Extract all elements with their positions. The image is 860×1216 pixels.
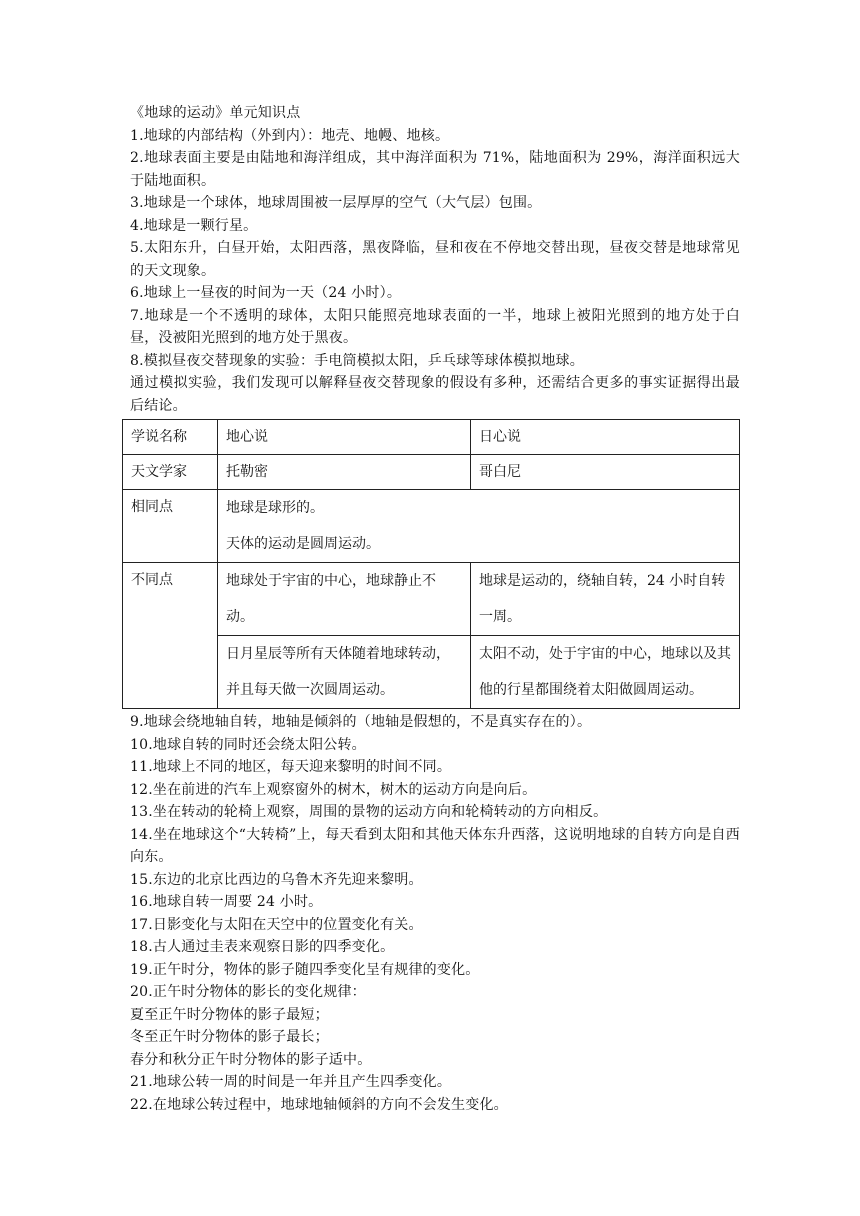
point-12: 12.坐在前进的汽车上观察窗外的树木，树木的运动方向是向后。 xyxy=(130,781,537,798)
document-page xyxy=(130,102,740,1116)
astronomer-helio-cell: 哥白尼 xyxy=(471,455,740,490)
same-content-cell xyxy=(218,490,740,563)
same-label-cell: 相同点 xyxy=(123,490,218,563)
point-20: 20.正午时分物体的影长的变化规律： xyxy=(130,984,366,1000)
point-15: 15.东边的北京比西边的乌鲁木齐先迎来黎明。 xyxy=(130,871,423,888)
astronomer-geo-cell: 托勒密 xyxy=(218,455,471,490)
point-8: 8.模拟昼夜交替现象的实验：手电筒模拟太阳，乒乓球等球体模拟地球。 xyxy=(130,352,584,369)
table-row xyxy=(123,563,740,636)
table-row xyxy=(123,455,740,490)
table-row xyxy=(123,490,740,563)
point-10: 10.地球自转的同时还会绕太阳公转。 xyxy=(130,736,366,753)
diff-geo-cell-1 xyxy=(218,563,471,636)
table-row xyxy=(123,420,740,455)
summer-solstice-note: 夏至正午时分物体的影子最短； xyxy=(130,1006,329,1023)
diff-label-cell: 不同点 xyxy=(123,563,218,709)
document-title: 《地球的运动》单元知识点 xyxy=(130,105,301,121)
theory-comparison-table xyxy=(122,419,740,709)
diff-helio-text-1: 地球是运动的，绕轴自转，24 小时自转一周。 xyxy=(479,573,726,625)
same-point-1: 地球是球形的。 xyxy=(226,500,324,516)
point-7: 7.地球是一个不透明的球体，太阳只能照亮地球表面的一半，地球上被阳光照到的地方处于白昼，没被阳光照到的地方处于黑夜。 xyxy=(130,307,740,346)
point-17: 17.日影变化与太阳在天空中的位置变化有关。 xyxy=(130,916,423,933)
point-11: 11.地球上不同的地区，每天迎来黎明的时间不同。 xyxy=(130,759,452,775)
point-2: 2.地球表面主要是由陆地和海洋组成，其中海洋面积为 71%，陆地面积为 29%，海洋面积远大于陆地面积。 xyxy=(130,150,740,189)
diff-helio-text-2: 太阳不动，处于宇宙的中心，地球以及其他的行星都围绕着太阳做圆周运动。 xyxy=(479,646,731,698)
point-21: 21.地球公转一周的时间是一年并且产生四季变化。 xyxy=(130,1074,452,1090)
point-16: 16.地球自转一周要 24 小时。 xyxy=(130,894,323,910)
point-4: 4.地球是一颗行星。 xyxy=(130,217,258,234)
diff-geo-cell-2 xyxy=(218,636,471,709)
point-3: 3.地球是一个球体，地球周围被一层厚厚的空气（大气层）包围。 xyxy=(130,195,542,211)
diff-geo-text-1: 地球处于宇宙的中心，地球静止不动。 xyxy=(226,573,436,625)
point-5: 5.太阳东升，白昼开始，太阳西落，黑夜降临，昼和夜在不停地交替出现，昼夜交替是地球常见的天文现象。 xyxy=(130,240,740,279)
experiment-conclusion: 通过模拟实验，我们发现可以解释昼夜交替现象的假设有多种，还需结合更多的事实证据得出最后结论。 xyxy=(130,375,740,414)
diff-helio-cell-1 xyxy=(471,563,740,636)
point-13: 13.坐在转动的轮椅上观察，周围的景物的运动方向和轮椅转动的方向相反。 xyxy=(130,804,608,820)
header-helio-cell: 日心说 xyxy=(471,420,740,455)
point-6: 6.地球上一昼夜的时间为一天（24 小时）。 xyxy=(130,285,402,301)
header-geo-cell: 地心说 xyxy=(218,420,471,455)
equinox-note: 春分和秋分正午时分物体的影子适中。 xyxy=(130,1051,372,1068)
point-19: 19.正午时分，物体的影子随四季变化呈有规律的变化。 xyxy=(130,961,480,978)
point-22: 22.在地球公转过程中，地球地轴倾斜的方向不会发生变化。 xyxy=(130,1096,508,1113)
point-14: 14.坐在地球这个“大转椅”上，每天看到太阳和其他天体东升西落，这说明地球的自转方向是自西向东。 xyxy=(130,826,740,865)
point-1: 1.地球的内部结构（外到内）：地壳、地幔、地核。 xyxy=(130,127,450,144)
point-9: 9.地球会绕地轴自转，地轴是倾斜的（地轴是假想的，不是真实存在的）。 xyxy=(130,714,592,730)
diff-helio-cell-2 xyxy=(471,636,740,709)
diff-geo-text-2: 日月星辰等所有天体随着地球转动，并且每天做一次圆周运动。 xyxy=(226,646,450,698)
same-point-2: 天体的运动是圆周运动。 xyxy=(226,536,380,552)
winter-solstice-note: 冬至正午时分物体的影子最长； xyxy=(130,1029,329,1045)
point-18: 18.古人通过圭表来观察日影的四季变化。 xyxy=(130,939,395,955)
header-label-cell: 学说名称 xyxy=(123,420,218,455)
astronomer-label-cell: 天文学家 xyxy=(123,455,218,490)
